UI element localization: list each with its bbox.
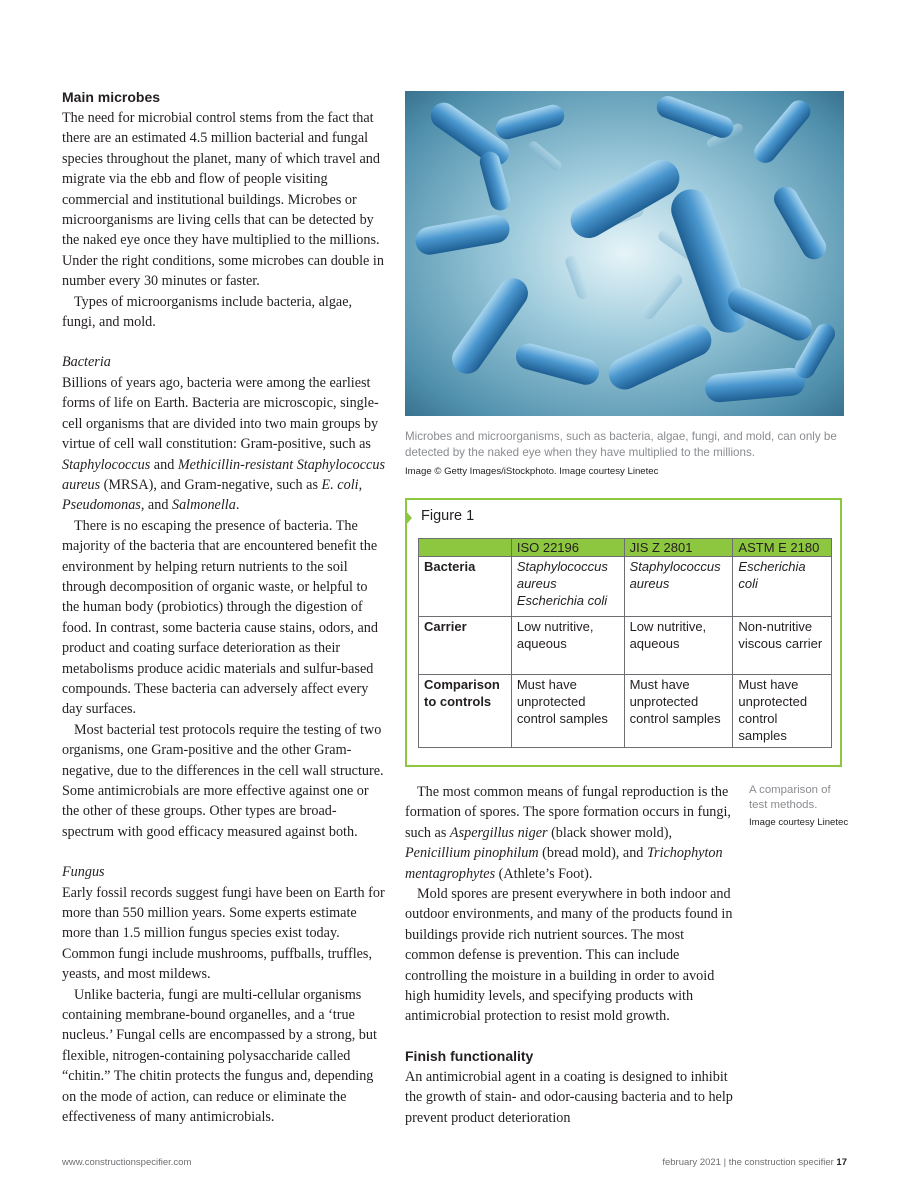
table-cell: Staphylococcus aureus (624, 557, 733, 617)
image-credit: Image © Getty Images/iStockphoto. Image courtesy Linetec (405, 466, 659, 477)
table-cell: Low nutritive, aqueous (511, 617, 624, 675)
header-cell: ISO 22196 (511, 539, 624, 557)
header-cell: ASTM E 2180 (733, 539, 832, 557)
main-microbes-heading: Main microbes (62, 89, 161, 105)
row-label: Comparison to controls (419, 675, 512, 748)
figure-note (749, 783, 849, 829)
bacteria-paragraph-3: Most bacterial test protocols require the testing of two organisms, one Gram-positive and the other Gram-negative, due to the differences in the cell wall structure. Some antimicrobials are more effective against one or the other of these groups. Other types are broad-spectrum with good efficacy measured against both. (62, 721, 384, 840)
table-cell: Low nutritive, aqueous (624, 617, 733, 675)
row-label: Bacteria (419, 557, 512, 617)
figure-arrow-icon (405, 510, 412, 526)
bacteria-heading: Bacteria (62, 354, 111, 371)
comparison-table (418, 538, 832, 748)
microbe-photo (405, 91, 844, 416)
fungus-paragraph-2: Unlike bacteria, fungi are multi-cellular organisms containing membrane-bound organelles, and a ‘true nucleus.’ Fungal cells are encompassed by a strong, but flexible, nitrogen-containing polysaccharide called “chitin.” The chitin protects the fungus and, depending on the mode of action, can reduce or eliminate the effectiveness of many antimicrobials. (62, 986, 377, 1126)
header-cell: JIS Z 2801 (624, 539, 733, 557)
bacteria-paragraph-1: Billions of years ago, bacteria were among the earliest forms of life on Earth. Bacteria are microscopic, single-cell organisms that are divided into two main groups by virtue of cell wall constitution: Gram-positive, such as Staphylococcus and Methicillin-resistant Staphylococcus aureus (MRSA), and Gram-negative, such as E. coli, Pseudomonas, and Salmonella. (62, 374, 385, 514)
footer-url: www.constructionspecifier.com (62, 1157, 192, 1168)
figure-note-text: A comparison of test methods. (749, 784, 831, 811)
fungus-heading: Fungus (62, 864, 105, 881)
footer-issue-text: february 2021 | the construction specifier (662, 1157, 834, 1168)
main-paragraph-2: Types of microorganisms include bacteria, algae, fungi, and mold. (62, 293, 353, 331)
bacteria-paragraph-2: There is no escaping the presence of bacteria. The majority of the bacteria that are encountered benefit the environment by helping return nutrients to the soil through decomposition of organic waste, or helpful to the human body (probiotics) through the digestion of food. In contrast, some bacteria cause stains, odors, and product and coating surface deterioration as their metabolisms produce acidic materials and sulfur-based compounds. These bacteria can adversely affect every day surfaces. (62, 517, 378, 718)
figure-note-credit: Image courtesy Linetec (749, 817, 849, 828)
table-cell: Must have unprotected control samples (511, 675, 624, 748)
right-column (405, 782, 735, 1128)
table-cell: Escherichia coli (733, 557, 832, 617)
table-cell: Staphylococcus aureus Escherichia coli (511, 557, 624, 617)
figure-title: Figure 1 (421, 508, 475, 524)
table-cell: Must have unprotected control samples (733, 675, 832, 748)
table-header-row (419, 539, 832, 557)
table-row (419, 675, 832, 748)
page-number: 17 (836, 1157, 847, 1168)
footer-issue (662, 1157, 847, 1168)
table-row (419, 557, 832, 617)
finish-functionality-heading: Finish functionality (405, 1047, 534, 1064)
figure-1-box (405, 498, 842, 767)
header-cell-empty (419, 539, 512, 557)
image-caption: Microbes and microorganisms, such as bacteria, algae, fungi, and mold, can only be detected by the naked eye when they have multiplied to the millions. (405, 430, 837, 459)
main-paragraph-1: The need for microbial control stems from the fact that there are an estimated 4.5 million bacterial and fungal species throughout the planet, many of which travel and migrate via the ebb and flow of people visiting commercial and institutional buildings. Microbes or microorganisms are living cells that can be detected by the naked eye once they have multiplied to the millions. Under the right conditions, some microbes can double in number every 30 minutes or faster. (62, 110, 384, 290)
table-row (419, 617, 832, 675)
finish-paragraph-1: An antimicrobial agent in a coating is designed to inhibit the growth of stain- and odor-causing bacteria and to help prevent product deterioration (405, 1068, 733, 1126)
row-label: Carrier (419, 617, 512, 675)
spores-paragraph-1: The most common means of fungal reproduction is the formation of spores. The spore formation occurs in fungi, such as Aspergillus niger (black shower mold), Penicillium pinophilum (bread mold), and Trichophyton mentagrophytes (Athlete’s Foot). (405, 784, 731, 882)
spores-paragraph-2: Mold spores are present everywhere in both indoor and outdoor environments, and many of the products found in buildings provide rich nutrient sources. The most common defense is prevention. This can include controlling the moisture in a building in order to avoid high humidity levels, and specifying products with antimicrobial protection to resist mold growth. (405, 886, 733, 1025)
fungus-paragraph-1: Early fossil records suggest fungi have been on Earth for more than 550 million years. Some experts estimate more than 1.5 million fungus species exist today. Common fungi include mushrooms, puffballs, truffles, yeasts, and most mildews. (62, 884, 385, 983)
table-cell: Must have unprotected control samples (624, 675, 733, 748)
table-cell: Non-nutritive viscous carrier (733, 617, 832, 675)
left-column (62, 88, 386, 1128)
